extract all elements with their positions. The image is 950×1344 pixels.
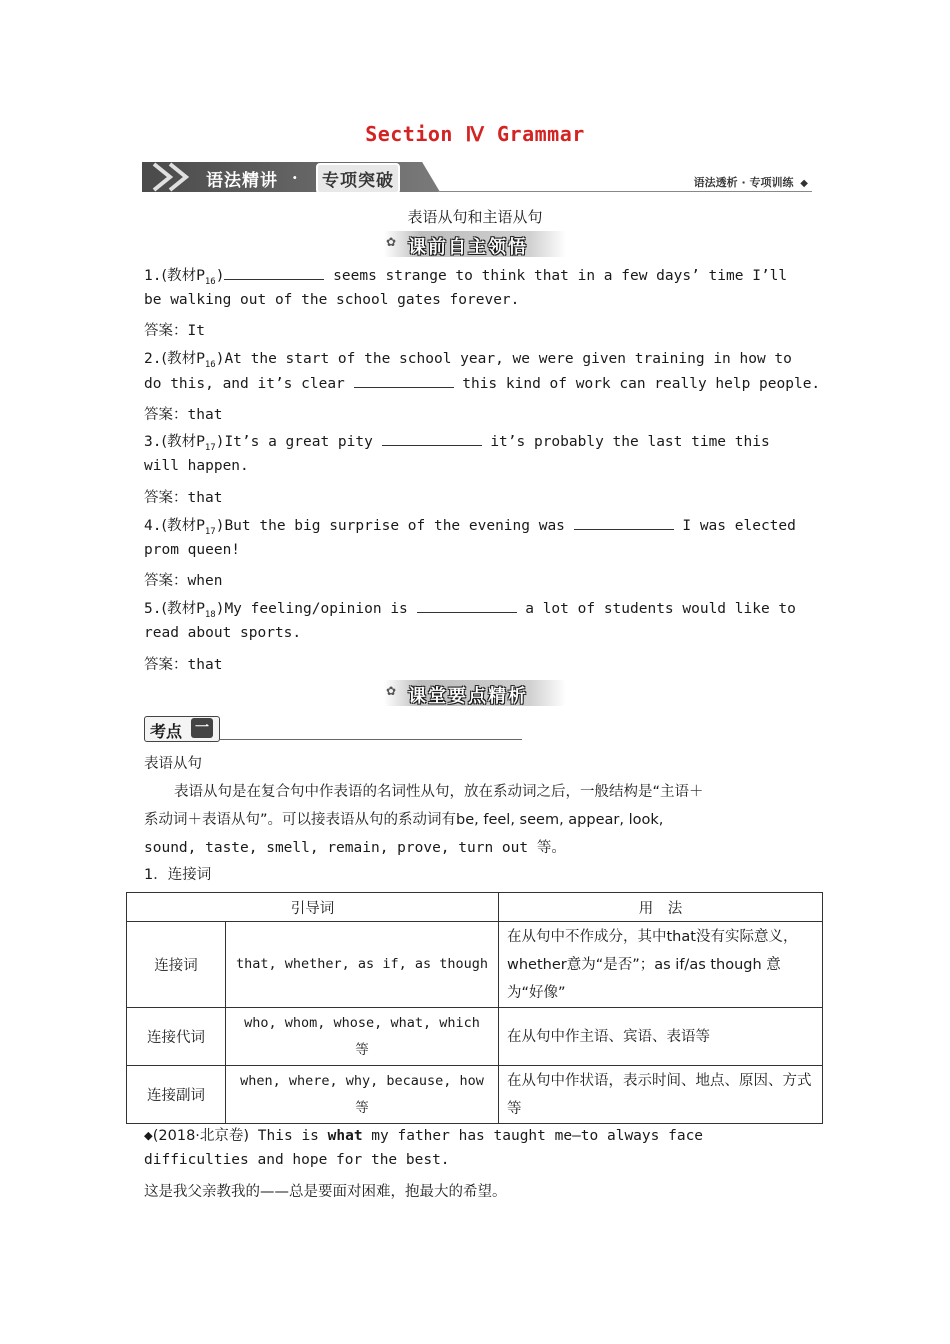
q3-post: it’s probably the last time this (481, 434, 770, 450)
table-cell-type: 连接代词 (127, 1008, 226, 1066)
table-cell-words: that, whether, as if, as though (226, 922, 499, 1008)
q2-src: (教材P (161, 351, 205, 367)
q4-src: (教材P (161, 518, 205, 534)
q1-post: seems strange to think that in a few days’ time I’ll (324, 268, 788, 284)
banner-right-label: 语法透析 · 专项训练 (693, 176, 794, 189)
para-line-1: 表语从句是在复合句中作表语的名词性从句，放在系动词之后，一般结构是“主语＋ (174, 784, 704, 800)
q3-src: (教材P (161, 434, 205, 450)
q5-page: 18 (204, 609, 216, 620)
q2-line2-pre: do this, and it’s clear (144, 376, 354, 392)
q4-page: 17 (204, 526, 216, 537)
q3-blank (382, 433, 482, 446)
page-title: Section Ⅳ Grammar (365, 122, 585, 146)
q3-answer-label: 答案： (144, 490, 188, 506)
q5-src: (教材P (161, 601, 205, 617)
q1-pre: ) (215, 268, 225, 284)
example-pre: This is (249, 1128, 328, 1144)
question-4-line-1 (144, 514, 806, 537)
chevron-double-icon (148, 162, 198, 192)
example-line-1 (144, 1124, 806, 1145)
question-2-line-2 (144, 375, 821, 392)
q2-answer-label: 答案： (144, 407, 188, 423)
q2-pre: )At the start of the school year, we were given training in how to (215, 351, 792, 367)
subtitle: 表语从句 (144, 756, 202, 772)
example-post: my father has taught me—to always face (362, 1128, 704, 1144)
question-3-line-1 (144, 430, 806, 453)
question-3-line-2: will happen. (144, 458, 249, 474)
table-head-left: 引导词 (127, 893, 499, 922)
q3-page: 17 (204, 442, 216, 453)
section2-title: 课堂要点精析 (408, 686, 528, 707)
question-3-answer (144, 486, 806, 507)
q5-pre: )My feeling/opinion is (215, 601, 417, 617)
kaodian-underline (220, 739, 522, 740)
kaodian-box (144, 716, 220, 742)
question-1-answer (144, 319, 806, 340)
table-cell-type: 连接副词 (127, 1066, 226, 1124)
table-header-row (127, 893, 823, 922)
q3-num: 3. (144, 434, 162, 450)
q4-post: I was elected (673, 518, 796, 534)
question-4-answer (144, 569, 806, 590)
diamond-icon: ◆ (800, 178, 808, 189)
section1-badge (384, 231, 566, 257)
question-4-line-2: prom queen! (144, 542, 241, 558)
question-1-line-1 (144, 264, 806, 287)
banner-underline (438, 191, 812, 192)
q4-num: 4. (144, 518, 162, 534)
q5-num: 5. (144, 601, 162, 617)
table-cell-words: when, where, why, because, how 等 (226, 1066, 499, 1124)
table-cell-usage: 在从句中作主语、宾语、表语等 (499, 1008, 823, 1066)
q2-num: 2. (144, 351, 162, 367)
q4-answer: when (187, 573, 223, 589)
conjunction-table (126, 892, 823, 1124)
q5-answer: that (187, 657, 223, 673)
q1-blank (224, 267, 324, 280)
bullet-diamond-icon: ◆ (144, 1128, 153, 1144)
banner-right-text (694, 174, 808, 190)
banner-dot: · (292, 168, 298, 187)
flower-icon: ✿ (386, 235, 397, 249)
banner-badge-text: 专项突破 (316, 163, 400, 194)
example-translation: 这是我父亲教我的——总是要面对困难，抱最大的希望。 (144, 1184, 507, 1200)
example-source: (2018·北京卷) (152, 1128, 250, 1144)
section2-badge (384, 680, 566, 706)
q5-blank (417, 600, 517, 613)
table-cell-usage: 在从句中不作成分，其中that没有实际意义，whether意为“是否”；as if/as though 意为“好像” (499, 922, 823, 1008)
kaodian-num: 一 (191, 718, 213, 738)
question-2-answer (144, 403, 806, 424)
table-head-right: 用 法 (499, 893, 823, 922)
q1-page: 16 (204, 276, 216, 287)
q2-blank (354, 375, 454, 388)
table-row (127, 1008, 823, 1066)
q1-answer: It (187, 323, 205, 339)
topic-title: 表语从句和主语从句 (407, 208, 543, 226)
table-cell-usage: 在从句中作状语，表示时间、地点、原因、方式等 (499, 1066, 823, 1124)
flower-icon: ✿ (386, 684, 397, 698)
table-row (127, 922, 823, 1008)
question-1-line-2: be walking out of the school gates forever. (144, 292, 520, 308)
section1-title: 课前自主领悟 (408, 237, 528, 258)
table-row (127, 1066, 823, 1124)
table-cell-words: who, whom, whose, what, which 等 (226, 1008, 499, 1066)
question-2-line-1 (144, 347, 806, 370)
kaodian-header (144, 716, 524, 742)
list-heading: 1．连接词 (144, 867, 212, 883)
q5-answer-label: 答案： (144, 657, 188, 673)
q1-answer-label: 答案： (144, 323, 188, 339)
para-line-3: sound, taste, smell, remain, prove, turn out 等。 (144, 840, 566, 856)
q3-pre: )It’s a great pity (215, 434, 382, 450)
para-line-2: 系动词＋表语从句”。可以接表语从句的系动词有be, feel, seem, appear, look, (144, 812, 664, 828)
q1-src: (教材P (161, 268, 205, 284)
banner-left-text: 语法精讲 (206, 171, 278, 191)
question-5-line-1 (144, 597, 806, 620)
q4-answer-label: 答案： (144, 573, 188, 589)
section-banner (142, 160, 812, 194)
example-line-2: difficulties and hope for the best. (144, 1152, 450, 1168)
question-5-answer (144, 653, 806, 674)
q4-pre: )But the big surprise of the evening was (215, 518, 574, 534)
q3-answer: that (187, 490, 223, 506)
kaodian-label: 考点 (150, 722, 183, 741)
q2-answer: that (187, 407, 223, 423)
table-cell-type: 连接词 (127, 922, 226, 1008)
q1-num: 1. (144, 268, 162, 284)
q4-blank (574, 517, 674, 530)
q2-line2-post: this kind of work can really help people. (453, 376, 821, 392)
example-bold: what (327, 1128, 363, 1144)
q2-page: 16 (204, 359, 216, 370)
question-5-line-2: read about sports. (144, 625, 302, 641)
q5-post: a lot of students would like to (516, 601, 796, 617)
